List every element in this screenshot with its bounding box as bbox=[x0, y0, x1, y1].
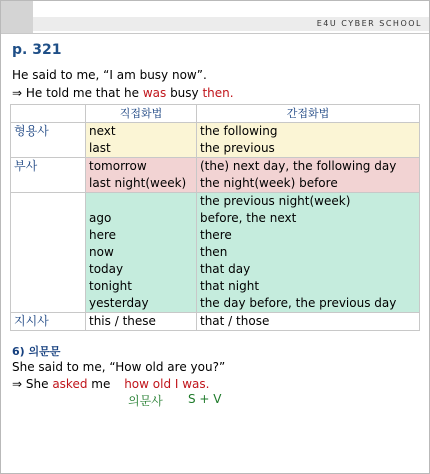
table-header-row bbox=[11, 105, 420, 123]
indirect-word: (the) next day, the following day bbox=[200, 159, 397, 173]
category-cell: 형용사 bbox=[11, 123, 86, 158]
indirect-cell bbox=[197, 123, 420, 158]
indirect-word: there bbox=[200, 228, 232, 242]
note-interrogative: 의문사 bbox=[128, 394, 163, 408]
direct-word: tonight bbox=[89, 279, 132, 293]
section6-direct: She said to me, “How old are you?” bbox=[12, 360, 226, 374]
arrow-icon: ⇒ bbox=[12, 86, 23, 100]
direct-word: last night(week) bbox=[89, 176, 187, 190]
indirect-word: the day before, the previous day bbox=[200, 296, 397, 310]
indirect-word: the night(week) before bbox=[200, 176, 338, 190]
highlight-clause: how old I was. bbox=[124, 377, 210, 391]
indirect-word: the following bbox=[200, 124, 278, 138]
direct-cell bbox=[86, 123, 197, 158]
corner-block bbox=[1, 1, 33, 33]
header-divider bbox=[1, 33, 429, 34]
section6-indirect bbox=[12, 377, 209, 391]
header-cell-empty bbox=[11, 105, 86, 123]
brand-label: E4U CYBER SCHOOL bbox=[316, 19, 422, 28]
example1-indirect bbox=[12, 86, 234, 100]
category-cell: 부사 bbox=[11, 158, 86, 193]
direct-word: today bbox=[89, 262, 124, 276]
direct-word: next bbox=[89, 124, 116, 138]
direct-word: yesterday bbox=[89, 296, 149, 310]
note-subject-verb: S + V bbox=[188, 392, 222, 406]
indirect-text: She bbox=[25, 377, 49, 391]
indirect-word: then bbox=[200, 245, 228, 259]
indirect-word: that / those bbox=[200, 314, 270, 328]
highlight-was: was bbox=[142, 86, 167, 100]
category-cell bbox=[11, 193, 86, 313]
direct-word: last bbox=[89, 141, 111, 155]
table-row bbox=[11, 313, 420, 331]
indirect-word: the previous night(week) bbox=[200, 194, 351, 208]
indirect-cell bbox=[197, 193, 420, 313]
indirect-text-2: busy bbox=[170, 86, 199, 100]
indirect-text-2: me bbox=[91, 377, 111, 391]
table-row bbox=[11, 193, 420, 313]
indirect-cell bbox=[197, 158, 420, 193]
table-row bbox=[11, 123, 420, 158]
header-indirect: 간접화법 bbox=[197, 105, 420, 123]
highlight-then: then. bbox=[202, 86, 234, 100]
direct-cell bbox=[86, 313, 197, 331]
arrow-icon: ⇒ bbox=[12, 377, 23, 391]
direct-word: now bbox=[89, 245, 114, 259]
indirect-word: the previous bbox=[200, 141, 275, 155]
example1-direct: He said to me, “I am busy now”. bbox=[12, 68, 207, 82]
direct-word: this / these bbox=[89, 314, 156, 328]
section-title: 6) 의문문 bbox=[12, 345, 61, 358]
indirect-word: that night bbox=[200, 279, 260, 293]
indirect-cell bbox=[197, 313, 420, 331]
direct-cell bbox=[86, 193, 197, 313]
direct-cell bbox=[86, 158, 197, 193]
table-row bbox=[11, 158, 420, 193]
indirect-word: that day bbox=[200, 262, 251, 276]
direct-word bbox=[89, 193, 193, 210]
indirect-word: before, the next bbox=[200, 211, 297, 225]
highlight-asked: asked bbox=[52, 377, 88, 391]
speech-conversion-table bbox=[10, 104, 420, 331]
indirect-text: He told me that he bbox=[25, 86, 139, 100]
direct-word: ago bbox=[89, 211, 112, 225]
category-cell: 지시사 bbox=[11, 313, 86, 331]
direct-word: tomorrow bbox=[89, 159, 147, 173]
header-direct: 직접화법 bbox=[86, 105, 197, 123]
page-number: p. 321 bbox=[12, 42, 62, 58]
direct-word: here bbox=[89, 228, 117, 242]
